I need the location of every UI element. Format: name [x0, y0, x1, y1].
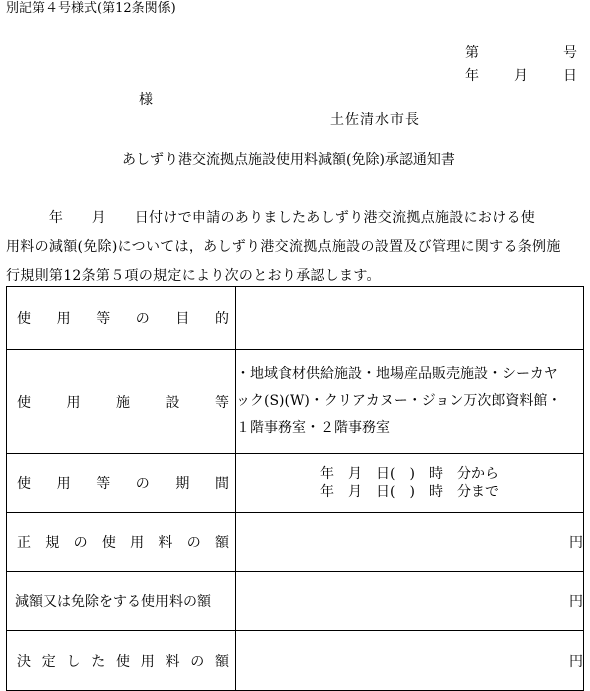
reduction-label: 減額又は免除をする使用料の額 [15, 594, 211, 610]
table-row [7, 454, 584, 513]
form-identifier: 別記第４号様式(第12条関係) [6, 1, 176, 16]
label-char: 使 [116, 653, 130, 670]
label-char: 料 [158, 535, 173, 551]
label-char: の [190, 653, 205, 670]
body-line: 行規則第12条第５項の規定により次のとおり承認します。 [6, 268, 381, 284]
purpose-label [7, 308, 235, 328]
decided-fee-value: 円 [236, 631, 584, 691]
body-line: 年 月 日付けで申請のありましたあしずり港交流拠点施設における使 [6, 210, 536, 226]
regular-fee-label [7, 532, 235, 552]
addressee: 様 [139, 92, 153, 108]
table-row [7, 572, 584, 631]
sender: 土佐清水市長 [330, 112, 420, 128]
document-title: あしずり港交流拠点施設使用料減額(免除)承認通知書 [122, 152, 455, 168]
label-char: 料 [165, 653, 180, 670]
body-line: 用料の減額(免除)については，あしずり港交流拠点施設の設置及び管理に関する条例施 [6, 239, 561, 255]
label-cell [7, 631, 236, 691]
label-char: 使 [101, 535, 116, 551]
label-char: の [73, 535, 88, 551]
approval-table [6, 286, 584, 691]
label-char: 設 [165, 394, 180, 411]
decided-fee-label [7, 651, 235, 671]
date-month: 月 [514, 68, 528, 84]
label-char: 用 [56, 476, 71, 492]
label-char: し [66, 653, 81, 670]
table-row [7, 513, 584, 572]
purpose-value [236, 287, 584, 350]
label-char: た [91, 653, 106, 670]
regular-fee-value: 円 [236, 513, 584, 572]
label-char: 用 [66, 394, 81, 411]
label-char: 規 [45, 535, 60, 551]
label-cell [7, 287, 236, 350]
label-cell [7, 454, 236, 513]
label-char: 額 [214, 535, 229, 551]
table-row [7, 350, 584, 454]
facility-label [7, 392, 235, 412]
label-char: 用 [130, 535, 145, 551]
label-char: 用 [56, 311, 71, 327]
label-char: 額 [215, 653, 229, 670]
label-char: 施 [116, 394, 130, 411]
label-cell [7, 572, 236, 631]
label-char: 使 [17, 394, 31, 411]
period-label [7, 473, 235, 493]
label-char: 正 [17, 535, 31, 551]
label-char: 使 [17, 311, 31, 327]
table-row [7, 631, 584, 691]
label-char: 等 [96, 311, 111, 327]
label-cell [7, 350, 236, 454]
label-char: 的 [214, 311, 229, 327]
table-row [7, 287, 584, 350]
label-char: 間 [214, 476, 229, 492]
facility-line: ・地域食材供給施設・地場産品販売施設・シーカヤ [236, 366, 558, 382]
label-char: の [135, 476, 150, 492]
facility-value [236, 350, 584, 454]
label-char: 定 [41, 653, 56, 670]
period-start: 年 月 日( ) 時 分から [320, 466, 499, 482]
number-suffix: 号 [563, 45, 577, 61]
period-value [236, 454, 584, 513]
label-char: 目 [175, 311, 190, 327]
reduction-value: 円 [236, 572, 584, 631]
facility-line: ック(S)(W)・クリアカヌー・ジョン万次郎資料館・ [236, 393, 562, 409]
label-char: 等 [215, 394, 229, 411]
label-cell [7, 513, 236, 572]
label-char: の [135, 311, 150, 327]
date-year: 年 [465, 68, 479, 84]
notice-body [6, 204, 586, 291]
label-char: 使 [17, 476, 31, 492]
date-day: 日 [563, 68, 577, 84]
label-char: 決 [17, 653, 31, 670]
label-char: 用 [140, 653, 155, 670]
number-label: 第 [465, 45, 479, 61]
period-end: 年 月 日( ) 時 分まで [320, 484, 499, 500]
label-char: 期 [175, 476, 190, 492]
label-char: 等 [96, 476, 111, 492]
facility-line: １階事務室・２階事務室 [236, 420, 390, 436]
label-char: の [186, 535, 201, 551]
